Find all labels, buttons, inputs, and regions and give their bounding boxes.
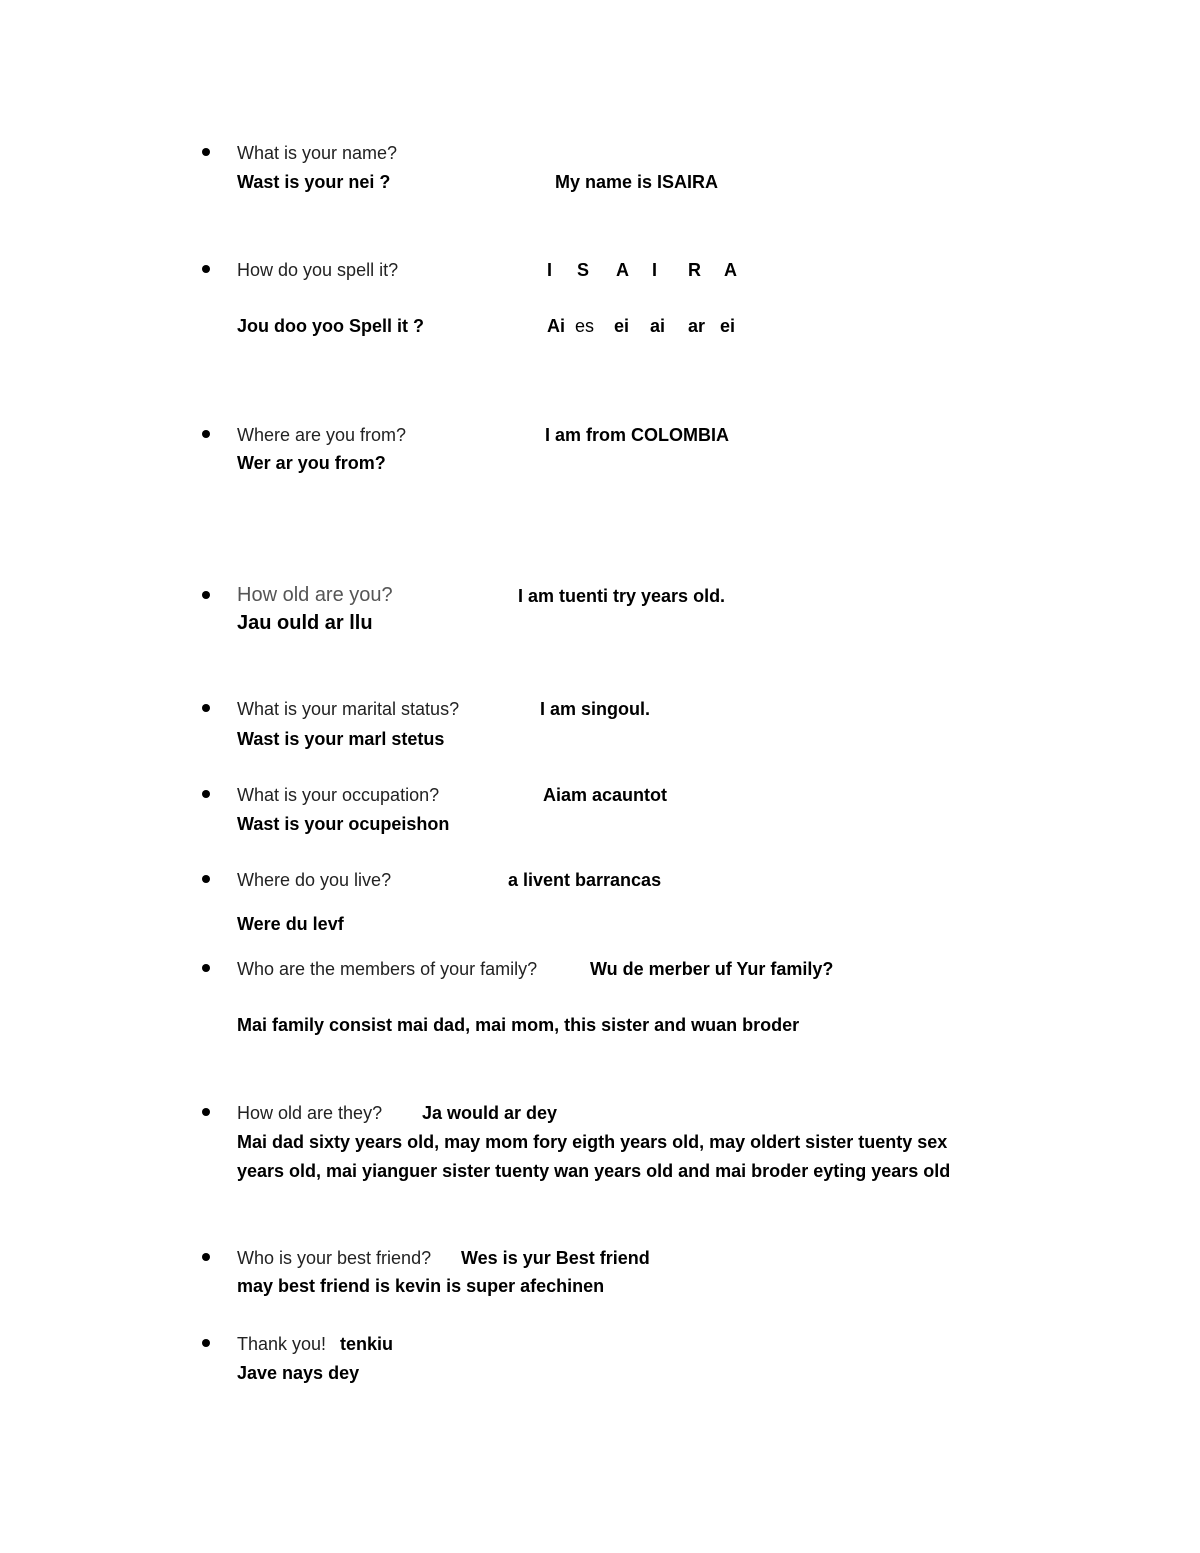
bullet-icon xyxy=(202,1253,210,1261)
bullet-icon xyxy=(202,430,210,438)
phonetic-text: Jau ould ar llu xyxy=(237,612,373,634)
question-text: What is your name? xyxy=(237,143,398,163)
question-text: How do you spell it? xyxy=(237,260,399,280)
answer-text: a livent barrancas xyxy=(508,870,662,890)
letter-sound: Ai xyxy=(547,316,565,336)
phonetic-text: tenkiu xyxy=(340,1334,394,1354)
phonetic-text: Wes is yur Best friend xyxy=(461,1248,650,1268)
letter-sound: es xyxy=(575,316,595,336)
bullet-icon xyxy=(202,790,210,798)
phonetic-text: Wast is your ocupeishon xyxy=(237,814,450,834)
letter-sound: ai xyxy=(650,316,666,336)
bullet-icon xyxy=(202,964,210,972)
bullet-icon xyxy=(202,704,210,712)
answer-text: I am singoul. xyxy=(540,699,651,719)
answer-text: Mai family consist mai dad, mai mom, this sister and wuan broder xyxy=(237,1015,800,1035)
phonetic-text: Wer ar you from? xyxy=(237,453,386,473)
bullet-icon xyxy=(202,265,210,273)
question-text: Thank you! xyxy=(237,1334,327,1354)
spelled-letter: R xyxy=(688,260,701,280)
answer-text-line-2: years old, mai yianguer sister tuenty wan years old and mai broder eyting years old xyxy=(237,1161,951,1181)
bullet-icon xyxy=(202,591,210,599)
spelled-letter: A xyxy=(724,260,737,280)
question-text: What is your occupation? xyxy=(237,785,440,805)
phonetic-text: Ja would ar dey xyxy=(422,1103,558,1123)
spelled-letter: I xyxy=(547,260,553,280)
bullet-icon xyxy=(202,148,210,156)
question-text: Who are the members of your family? xyxy=(237,959,538,979)
phonetic-text: Were du levf xyxy=(237,914,344,934)
question-text: How old are they? xyxy=(237,1103,383,1123)
answer-text: I am tuenti try years old. xyxy=(518,586,726,606)
bullet-icon xyxy=(202,875,210,883)
letter-sound: ei xyxy=(720,316,736,336)
spelled-letter: S xyxy=(577,260,590,280)
question-text: Where do you live? xyxy=(237,870,392,890)
phonetic-text: Wu de merber uf Yur family? xyxy=(590,959,834,979)
answer-text-line-1: Mai dad sixty years old, may mom fory eigth years old, may oldert sister tuenty sex xyxy=(237,1132,948,1152)
question-text: Where are you from? xyxy=(237,425,407,445)
bullet-icon xyxy=(202,1339,210,1347)
phonetic-text: Jou doo yoo Spell it ? xyxy=(237,316,424,336)
answer-text: Aiam acauntot xyxy=(543,785,668,805)
question-text: How old are you? xyxy=(237,584,393,606)
answer-text: My name is ISAIRA xyxy=(555,172,719,192)
spelled-letter: I xyxy=(652,260,658,280)
bullet-icon xyxy=(202,1108,210,1116)
letter-sound: ar xyxy=(688,316,706,336)
answer-text: may best friend is kevin is super afechinen xyxy=(237,1276,605,1296)
question-text: What is your marital status? xyxy=(237,699,460,719)
phonetic-text: Wast is your nei ? xyxy=(237,172,391,192)
spelled-letter: A xyxy=(616,260,629,280)
answer-text: I am from COLOMBIA xyxy=(545,425,730,445)
phonetic-text: Wast is your marl stetus xyxy=(237,729,445,749)
answer-text: Jave nays dey xyxy=(237,1363,360,1383)
letter-sound: ei xyxy=(614,316,630,336)
question-text: Who is your best friend? xyxy=(237,1248,432,1268)
